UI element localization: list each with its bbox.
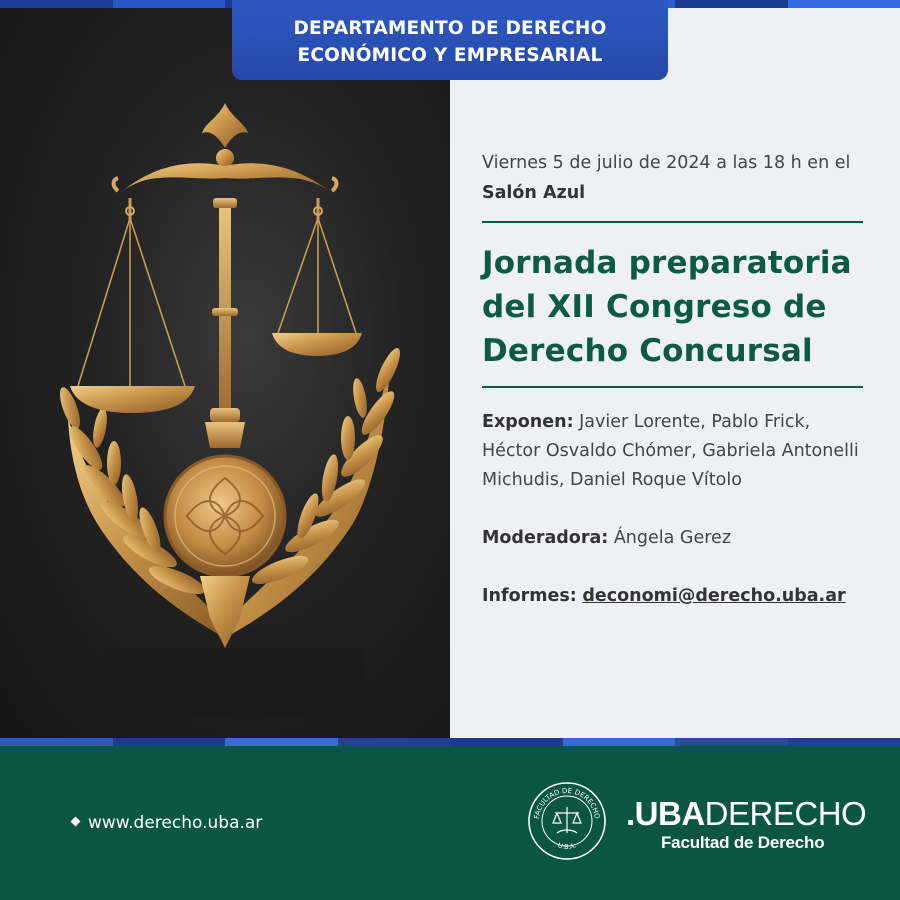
website-text: www.derecho.uba.ar: [88, 813, 263, 833]
hero-image-panel: [0, 8, 450, 738]
event-title-line-2: del XII Congreso de: [482, 289, 827, 325]
stripe-segment: [225, 738, 338, 746]
speakers-label: Exponen:: [482, 412, 574, 432]
seal-bottom-text: U.B.A.: [556, 841, 578, 852]
stripe-segment: [113, 738, 226, 746]
stripe-segment: [113, 0, 226, 8]
diamond-bullet-icon: [71, 816, 81, 826]
speakers-names: Javier Lorente, Pablo Frick, Héctor Osvaldo Chómer, Gabriela Antonelli Michudis, Daniel Roque Vítolo: [482, 412, 859, 490]
event-venue: Salón Azul: [482, 183, 586, 203]
divider: [482, 221, 863, 223]
logo-wordmark-bold: .UBA: [626, 795, 705, 832]
moderator: [482, 524, 872, 553]
bottom-color-stripe: [0, 738, 900, 746]
moderator-name: Ángela Gerez: [608, 528, 732, 548]
event-date: [482, 148, 872, 208]
footer: [0, 746, 900, 900]
faculty-seal-icon: [527, 781, 607, 861]
event-title-line-1: Jornada preparatoria: [482, 245, 852, 281]
scales-of-justice-icon: [0, 8, 450, 738]
speakers: [482, 408, 872, 495]
logo-subtitle: Facultad de Derecho: [661, 833, 825, 852]
logo-wordmark-regular: DERECHO: [704, 795, 867, 832]
contact-email-link[interactable]: deconomi@derecho.uba.ar: [582, 586, 846, 606]
event-content: [482, 148, 872, 611]
stripe-segment: [0, 738, 113, 746]
stripe-segment: [563, 738, 676, 746]
stripe-segment: [675, 738, 788, 746]
event-date-text: Viernes 5 de julio de 2024 a las 18 h en el: [482, 153, 851, 173]
logo-wordmark: [626, 796, 866, 832]
uba-derecho-logo: [626, 796, 866, 853]
stripe-segment: [788, 0, 900, 8]
stripe-segment: [450, 738, 563, 746]
stripe-segment: [0, 0, 113, 8]
event-title-line-3: Derecho Concursal: [482, 333, 813, 369]
stripe-segment: [338, 738, 451, 746]
stripe-segment: [675, 0, 788, 8]
seal-top-text: FACULTAD DE DERECHO: [533, 786, 601, 820]
event-title: [482, 241, 872, 373]
contact: [482, 582, 872, 611]
contact-label: Informes:: [482, 586, 577, 606]
stripe-segment: [788, 738, 900, 746]
department-line-2: ECONÓMICO Y EMPRESARIAL: [297, 45, 603, 66]
department-banner: [232, 0, 668, 80]
department-line-1: DEPARTAMENTO DE DERECHO: [293, 18, 607, 39]
moderator-label: Moderadora:: [482, 528, 609, 548]
divider: [482, 386, 863, 388]
website-link[interactable]: [72, 813, 262, 833]
